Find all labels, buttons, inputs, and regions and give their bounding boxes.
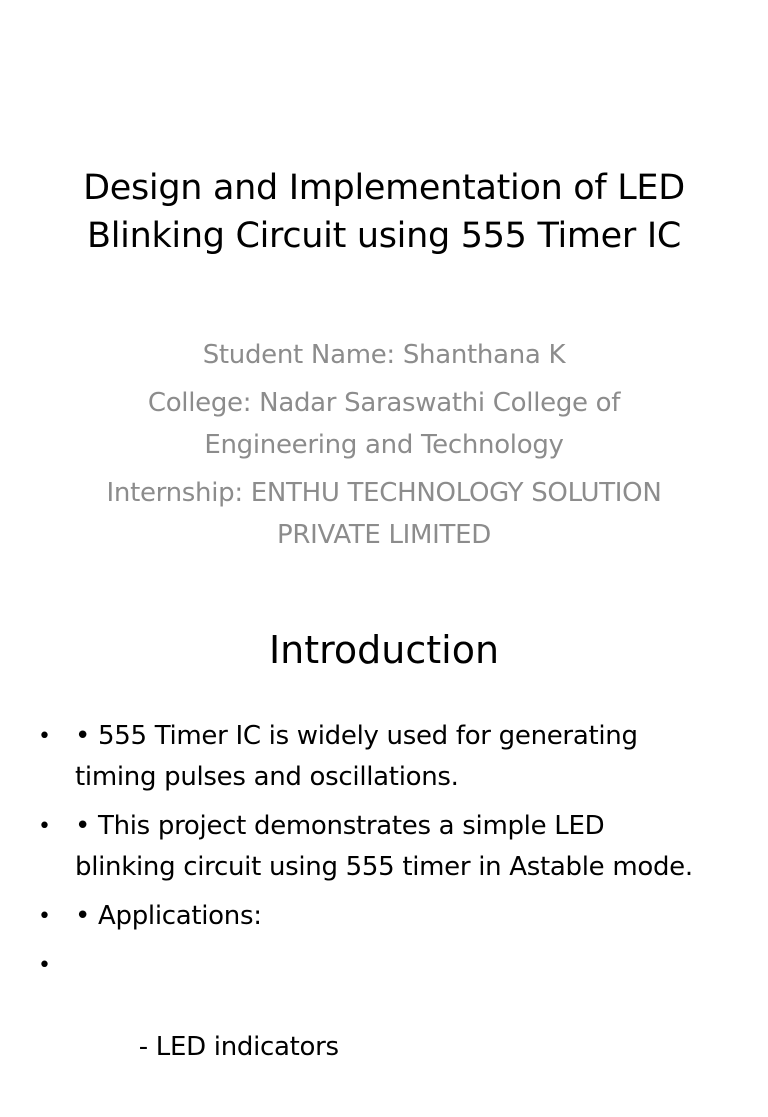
bullet-text: • 555 Timer IC is widely used for generating timing pulses and oscillations.: [75, 721, 638, 792]
presentation-subtitle: [100, 334, 668, 562]
presentation-title: Design and Implementation of LED Blinking Circuit using 555 Timer IC: [83, 168, 685, 256]
bullet-marker: •: [38, 904, 51, 929]
bullet-text: • Applications:: [75, 901, 262, 931]
list-item: [38, 806, 708, 888]
internship-name: Internship: ENTHU TECHNOLOGY SOLUTION PRIVATE LIMITED: [106, 478, 662, 550]
bullet-marker: •: [38, 724, 51, 749]
student-name: Student Name: Shanthana K: [202, 340, 566, 370]
bullet-text: • This project demonstrates a simple LED blinking circuit using 555 timer in Astable mode.: [75, 811, 693, 882]
introduction-title: Introduction: [268, 628, 500, 672]
list-item: [38, 716, 708, 798]
college-name: College: Nadar Saraswathi College of Engineering and Technology: [147, 388, 621, 460]
bullet-text: - LED indicators: [122, 1032, 339, 1062]
introduction-slide: [0, 576, 768, 1062]
list-item: [38, 945, 708, 1109]
bullet-marker: •: [38, 953, 51, 978]
bullet-list: [38, 716, 708, 1117]
list-item: [38, 896, 708, 937]
bullet-marker: •: [38, 814, 51, 839]
